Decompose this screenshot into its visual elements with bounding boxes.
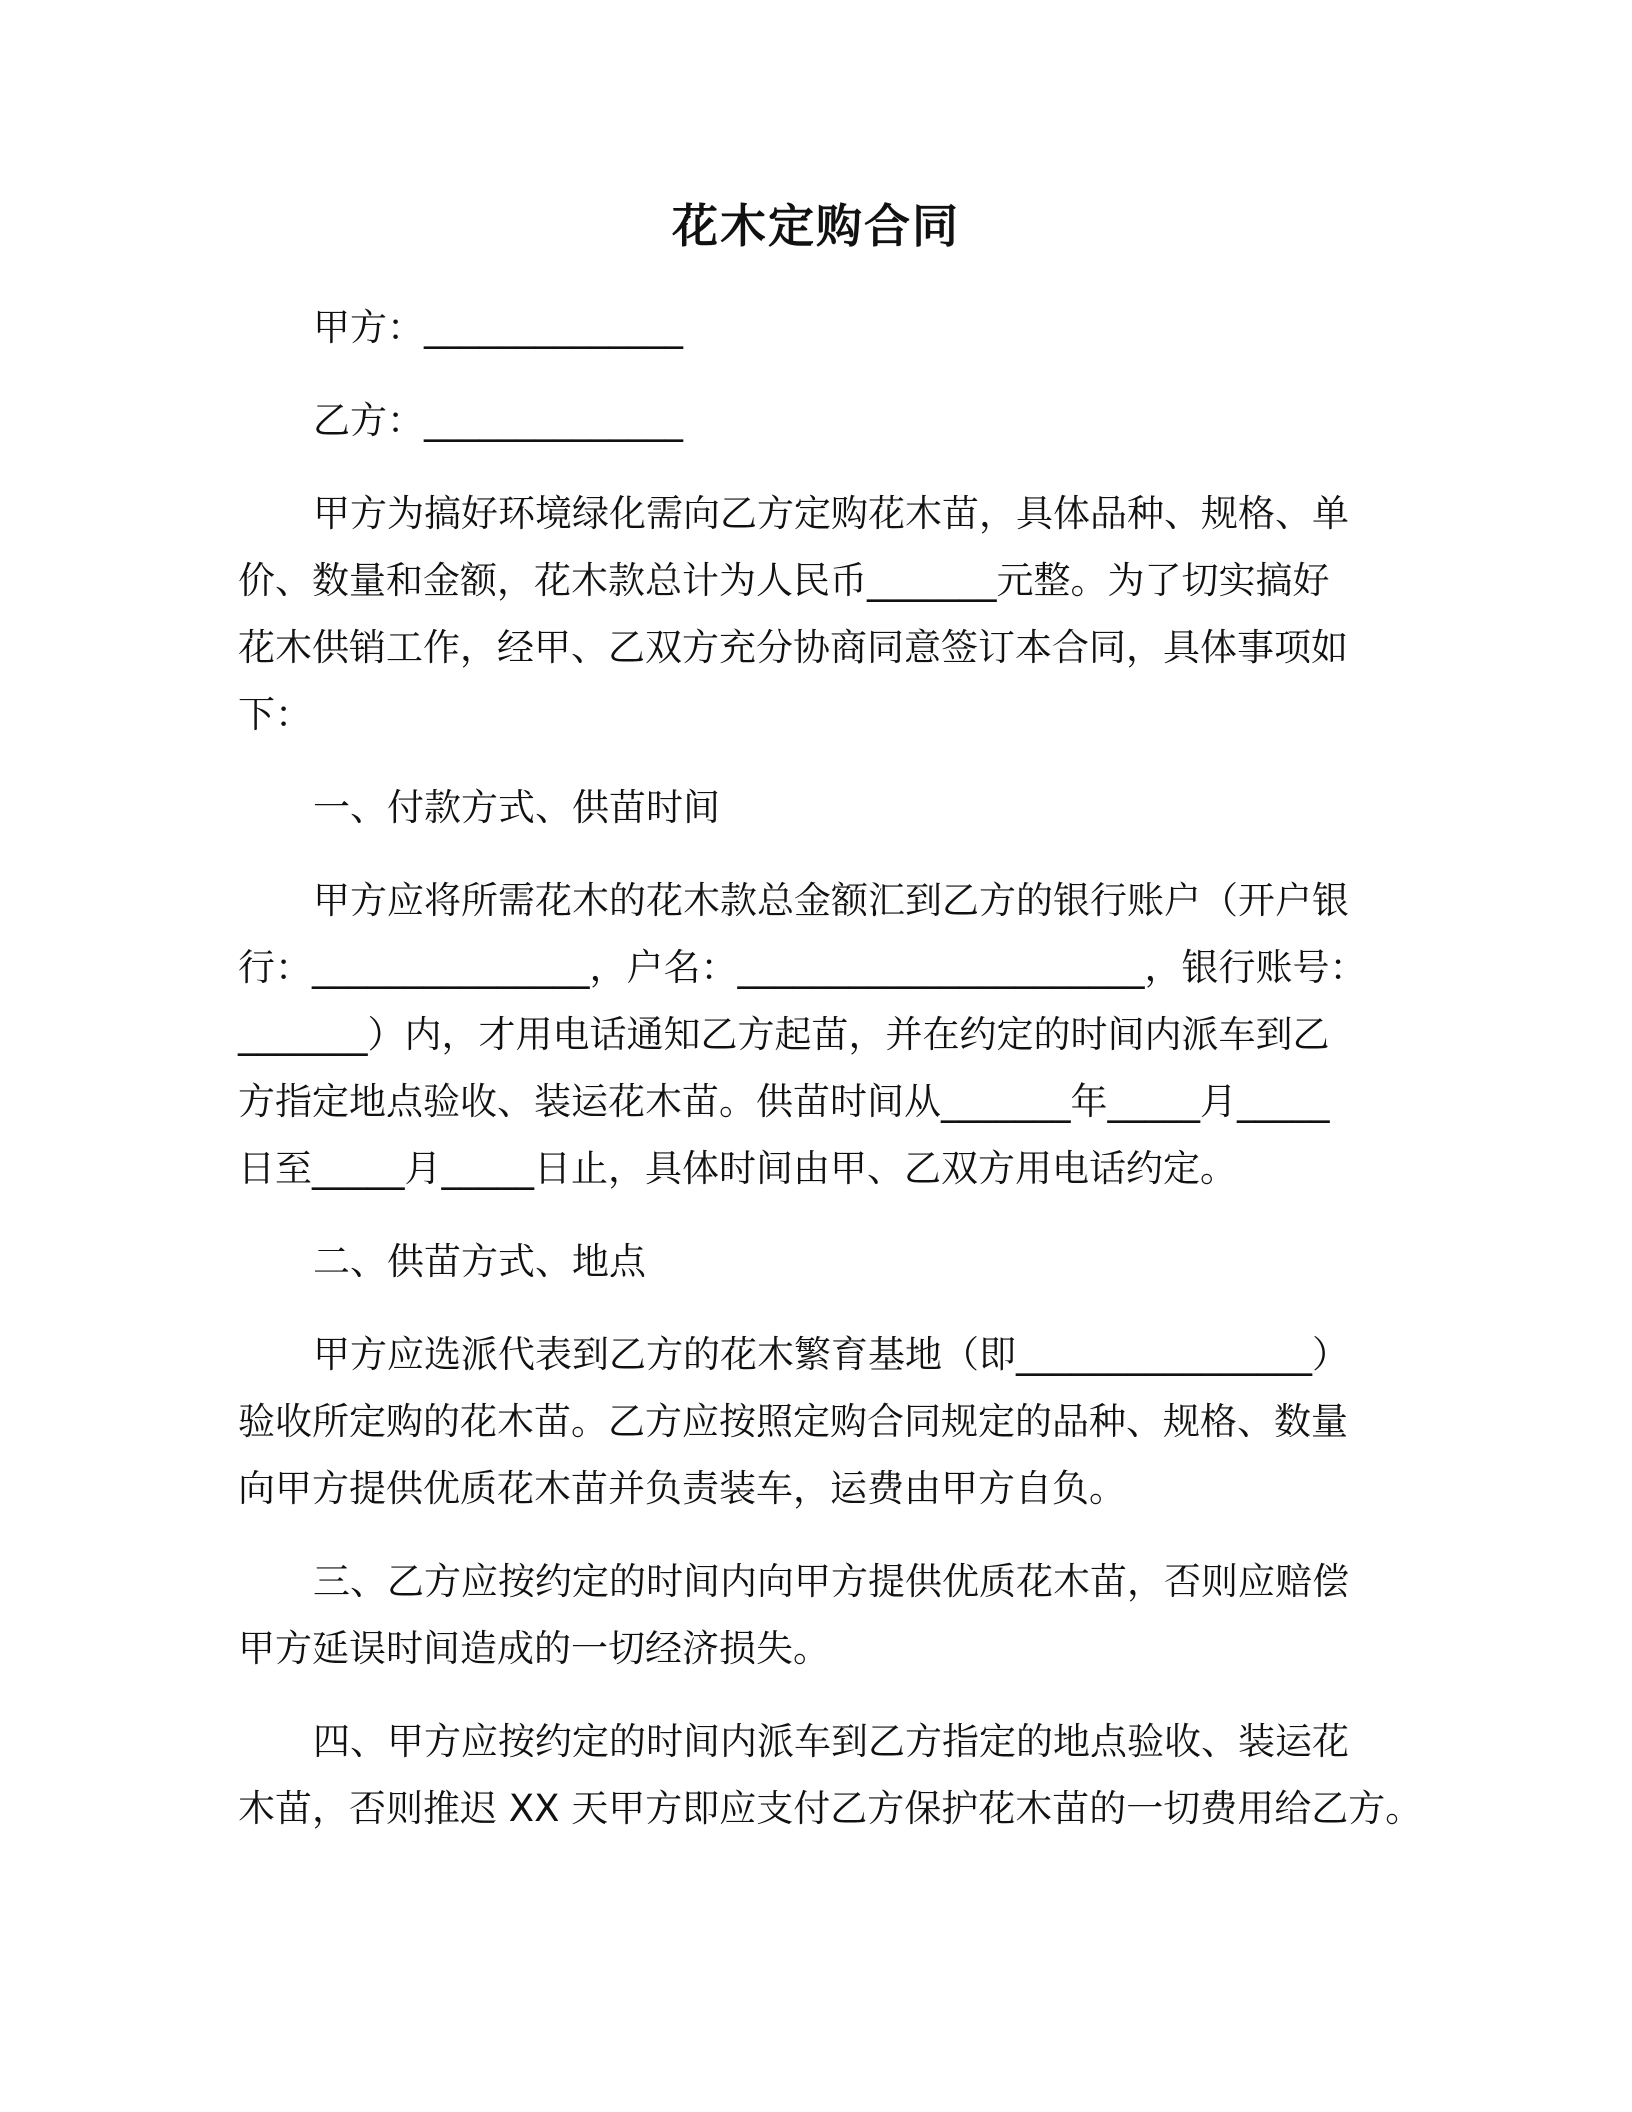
section-1-line: _______）内，才用电话通知乙方起苗，并在约定的时间内派车到乙 xyxy=(238,1013,1330,1056)
section-1-heading: 一、付款方式、供苗时间 xyxy=(313,786,720,829)
section-4-line: 木苗，否则推迟 XX 天甲方即应支付乙方保护花木苗的一切费用给乙方。 xyxy=(238,1787,1423,1830)
section-3-line: 甲方延误时间造成的一切经济损失。 xyxy=(238,1627,830,1670)
party-b-line: 乙方：______________ xyxy=(313,399,683,442)
section-2-line: 向甲方提供优质花木苗并负责装车，运费由甲方自负。 xyxy=(238,1467,1126,1510)
section-2-line: 甲方应选派代表到乙方的花木繁育基地（即________________） xyxy=(313,1333,1349,1376)
intro-line: 花木供销工作，经甲、乙双方充分协商同意签订本合同，具体事项如 xyxy=(238,626,1348,669)
document-title: 花木定购合同 xyxy=(672,199,960,253)
section-3-line: 三、乙方应按约定的时间内向甲方提供优质花木苗，否则应赔偿 xyxy=(313,1560,1349,1603)
section-1-line: 日至_____月_____日止，具体时间由甲、乙双方用电话约定。 xyxy=(238,1147,1237,1190)
section-1-line: 方指定地点验收、装运花木苗。供苗时间从_______年_____月_____ xyxy=(238,1080,1330,1123)
section-1-line: 行：_______________，户名：______________________，银行账号： xyxy=(238,946,1367,989)
section-4-line: 四、甲方应按约定的时间内派车到乙方指定的地点验收、装运花 xyxy=(313,1720,1349,1763)
intro-line: 价、数量和金额，花木款总计为人民币_______元整。为了切实搞好 xyxy=(238,559,1330,602)
section-2-heading: 二、供苗方式、地点 xyxy=(313,1240,646,1283)
section-1-line: 甲方应将所需花木的花木款总金额汇到乙方的银行账户（开户银 xyxy=(313,879,1349,922)
intro-line: 下： xyxy=(238,693,312,736)
section-2-line: 验收所定购的花木苗。乙方应按照定购合同规定的品种、规格、数量 xyxy=(238,1400,1348,1443)
intro-line: 甲方为搞好环境绿化需向乙方定购花木苗，具体品种、规格、单 xyxy=(313,492,1349,535)
party-a-line: 甲方：______________ xyxy=(313,306,683,349)
